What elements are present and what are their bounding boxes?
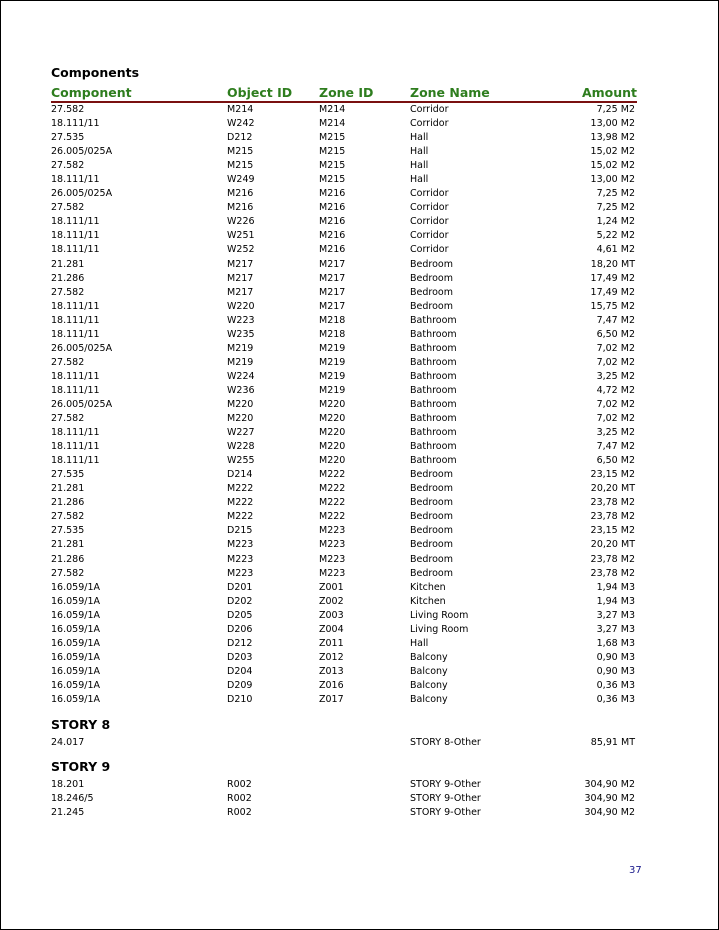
- cell-object-id: M222: [227, 497, 254, 509]
- table-row: [51, 356, 637, 370]
- cell-amount: 0,90 M3: [596, 665, 635, 677]
- section-title-components: Components: [51, 65, 140, 80]
- cell-amount: 23,78 M2: [590, 511, 635, 523]
- cell-zone-name: STORY 9-Other: [410, 779, 481, 790]
- table-row: [51, 679, 637, 693]
- cell-zone-id: M218: [319, 328, 346, 340]
- cell-zone-name: Balcony: [410, 679, 448, 691]
- cell-object-id: D212: [227, 637, 253, 649]
- cell-amount: 15,02 M2: [590, 146, 635, 158]
- cell-zone-name: Kitchen: [410, 595, 446, 607]
- cell-amount: 85,91 MT: [590, 737, 635, 748]
- cell-amount: 23,15 M2: [590, 469, 635, 481]
- cell-zone-name: Bathroom: [410, 314, 457, 326]
- cell-amount: 3,25 M2: [596, 427, 635, 439]
- cell-amount: 304,90 M2: [584, 807, 635, 819]
- cell-component: 27.535: [51, 132, 85, 144]
- cell-component: 27.582: [51, 160, 85, 172]
- cell-amount: 13,00 M2: [590, 118, 635, 130]
- cell-zone-name: Bedroom: [410, 258, 453, 270]
- cell-amount: 7,25 M2: [596, 188, 635, 200]
- cell-zone-id: M217: [319, 300, 346, 312]
- header-component: Component: [51, 85, 132, 100]
- cell-component: 16.059/1A: [51, 637, 100, 649]
- cell-zone-name: Bathroom: [410, 427, 457, 439]
- cell-amount: 0,36 M3: [596, 693, 635, 705]
- cell-object-id: M214: [227, 104, 254, 115]
- table-row: [51, 201, 637, 215]
- cell-component: 21.281: [51, 483, 85, 495]
- cell-zone-id: M214: [319, 104, 346, 115]
- cell-amount: 23,15 M2: [590, 525, 635, 537]
- cell-object-id: W255: [227, 455, 255, 467]
- table-row: [51, 736, 637, 750]
- cell-zone-name: Bedroom: [410, 553, 453, 565]
- cell-object-id: M223: [227, 567, 254, 579]
- table-row: [51, 314, 637, 328]
- cell-zone-name: Bathroom: [410, 384, 457, 396]
- table-row: [51, 665, 637, 679]
- cell-amount: 17,49 M2: [590, 272, 635, 284]
- cell-zone-name: Bathroom: [410, 356, 457, 368]
- cell-amount: 1,94 M3: [596, 595, 635, 607]
- cell-zone-name: Bedroom: [410, 272, 453, 284]
- header-object-id: Object ID: [227, 85, 293, 100]
- cell-object-id: W226: [227, 216, 255, 228]
- cell-component: 16.059/1A: [51, 609, 100, 621]
- cell-component: 18.111/11: [51, 244, 100, 256]
- cell-zone-name: Bedroom: [410, 300, 453, 312]
- cell-zone-name: Hall: [410, 174, 429, 186]
- cell-component: 27.582: [51, 202, 85, 214]
- cell-amount: 0,90 M3: [596, 651, 635, 663]
- cell-zone-id: M214: [319, 118, 346, 130]
- section-title-story-9: STORY 9: [51, 759, 111, 774]
- cell-object-id: D202: [227, 595, 253, 607]
- cell-amount: 7,25 M2: [596, 202, 635, 214]
- cell-zone-id: M215: [319, 132, 346, 144]
- cell-component: 18.111/11: [51, 441, 100, 453]
- cell-object-id: D201: [227, 581, 253, 593]
- cell-amount: 7,25 M2: [596, 104, 635, 115]
- table-row: [51, 215, 637, 229]
- table-row: [51, 792, 637, 806]
- table-row: [51, 258, 637, 272]
- table-row: [51, 524, 637, 538]
- cell-object-id: D209: [227, 679, 253, 691]
- cell-object-id: R002: [227, 779, 252, 790]
- cell-object-id: D203: [227, 651, 253, 663]
- table-row: [51, 342, 637, 356]
- cell-amount: 13,98 M2: [590, 132, 635, 144]
- cell-zone-id: M220: [319, 413, 346, 425]
- cell-object-id: M215: [227, 160, 254, 172]
- cell-component: 27.582: [51, 413, 85, 425]
- cell-zone-id: M216: [319, 216, 346, 228]
- cell-amount: 304,90 M2: [584, 779, 635, 790]
- cell-zone-id: Z004: [319, 623, 344, 635]
- cell-zone-name: Hall: [410, 637, 429, 649]
- cell-component: 27.582: [51, 567, 85, 579]
- cell-object-id: W236: [227, 384, 255, 396]
- cell-zone-id: M218: [319, 314, 346, 326]
- cell-zone-id: M219: [319, 384, 346, 396]
- components-table-body: [51, 103, 637, 707]
- cell-zone-id: Z017: [319, 693, 344, 705]
- cell-object-id: W235: [227, 328, 255, 340]
- cell-amount: 3,25 M2: [596, 370, 635, 382]
- cell-zone-id: Z003: [319, 609, 344, 621]
- table-row: [51, 412, 637, 426]
- story-8-table-body: [51, 736, 637, 750]
- cell-amount: 23,78 M2: [590, 567, 635, 579]
- header-zone-id: Zone ID: [319, 85, 374, 100]
- cell-zone-name: Corridor: [410, 202, 449, 214]
- cell-zone-id: M216: [319, 230, 346, 242]
- cell-zone-id: M220: [319, 398, 346, 410]
- cell-zone-name: Bedroom: [410, 469, 453, 481]
- cell-object-id: W242: [227, 118, 255, 130]
- cell-zone-id: M217: [319, 286, 346, 298]
- cell-component: 21.281: [51, 539, 85, 551]
- cell-amount: 13,00 M2: [590, 174, 635, 186]
- cell-component: 16.059/1A: [51, 623, 100, 635]
- cell-amount: 1,24 M2: [596, 216, 635, 228]
- table-row: [51, 229, 637, 243]
- table-row: [51, 553, 637, 567]
- table-row: [51, 103, 637, 117]
- cell-object-id: D210: [227, 693, 253, 705]
- cell-zone-name: Bathroom: [410, 441, 457, 453]
- table-row: [51, 454, 637, 468]
- cell-zone-id: M217: [319, 258, 346, 270]
- cell-component: 18.111/11: [51, 328, 100, 340]
- cell-amount: 3,27 M3: [596, 609, 635, 621]
- cell-component: 18.111/11: [51, 314, 100, 326]
- cell-zone-name: Corridor: [410, 118, 449, 130]
- cell-zone-id: M223: [319, 553, 346, 565]
- table-row: [51, 623, 637, 637]
- cell-zone-id: M222: [319, 511, 346, 523]
- table-row: [51, 117, 637, 131]
- cell-amount: 7,02 M2: [596, 398, 635, 410]
- cell-amount: 4,61 M2: [596, 244, 635, 256]
- table-header: [51, 85, 637, 103]
- cell-component: 18.111/11: [51, 455, 100, 467]
- table-row: [51, 581, 637, 595]
- table-row: [51, 806, 637, 820]
- cell-zone-id: M219: [319, 356, 346, 368]
- cell-object-id: D214: [227, 469, 253, 481]
- cell-zone-name: Bedroom: [410, 539, 453, 551]
- table-row: [51, 651, 637, 665]
- cell-amount: 3,27 M3: [596, 623, 635, 635]
- table-row: [51, 384, 637, 398]
- table-row: [51, 778, 637, 792]
- cell-zone-name: Bedroom: [410, 483, 453, 495]
- cell-zone-id: Z016: [319, 679, 344, 691]
- cell-amount: 7,02 M2: [596, 342, 635, 354]
- table-row: [51, 468, 637, 482]
- table-row: [51, 398, 637, 412]
- cell-zone-name: Corridor: [410, 188, 449, 200]
- table-row: [51, 243, 637, 257]
- cell-amount: 1,94 M3: [596, 581, 635, 593]
- cell-component: 16.059/1A: [51, 665, 100, 677]
- cell-zone-name: Bedroom: [410, 525, 453, 537]
- cell-amount: 7,02 M2: [596, 413, 635, 425]
- table-row: [51, 145, 637, 159]
- cell-amount: 15,02 M2: [590, 160, 635, 172]
- cell-amount: 20,20 MT: [590, 539, 635, 551]
- table-row: [51, 482, 637, 496]
- table-row: [51, 595, 637, 609]
- cell-component: 18.111/11: [51, 174, 100, 186]
- cell-zone-id: Z013: [319, 665, 344, 677]
- cell-zone-name: STORY 8-Other: [410, 737, 481, 748]
- cell-component: 26.005/025A: [51, 146, 113, 158]
- cell-zone-id: Z011: [319, 637, 344, 649]
- cell-amount: 23,78 M2: [590, 497, 635, 509]
- table-row: [51, 510, 637, 524]
- cell-object-id: R002: [227, 793, 252, 805]
- cell-object-id: R002: [227, 807, 252, 819]
- cell-object-id: M222: [227, 511, 254, 523]
- cell-object-id: M219: [227, 356, 254, 368]
- cell-object-id: M222: [227, 483, 254, 495]
- cell-object-id: M220: [227, 398, 254, 410]
- cell-zone-name: Hall: [410, 146, 429, 158]
- cell-zone-name: Bathroom: [410, 455, 457, 467]
- cell-object-id: W223: [227, 314, 255, 326]
- cell-zone-id: M219: [319, 370, 346, 382]
- cell-component: 26.005/025A: [51, 342, 113, 354]
- table-row: [51, 609, 637, 623]
- cell-component: 21.286: [51, 497, 85, 509]
- cell-zone-name: Bathroom: [410, 342, 457, 354]
- header-zone-name: Zone Name: [410, 85, 490, 100]
- cell-amount: 23,78 M2: [590, 553, 635, 565]
- cell-zone-name: Bathroom: [410, 328, 457, 340]
- cell-zone-name: Balcony: [410, 693, 448, 705]
- table-row: [51, 131, 637, 145]
- cell-object-id: M216: [227, 188, 254, 200]
- table-row: [51, 693, 637, 707]
- cell-component: 27.582: [51, 511, 85, 523]
- cell-component: 16.059/1A: [51, 651, 100, 663]
- table-row: [51, 272, 637, 286]
- cell-zone-name: Hall: [410, 132, 429, 144]
- cell-zone-id: M222: [319, 469, 346, 481]
- cell-component: 18.201: [51, 779, 85, 790]
- cell-object-id: M217: [227, 286, 254, 298]
- cell-amount: 7,02 M2: [596, 356, 635, 368]
- cell-zone-id: M215: [319, 174, 346, 186]
- cell-component: 16.059/1A: [51, 679, 100, 691]
- cell-zone-name: Bedroom: [410, 497, 453, 509]
- cell-component: 21.245: [51, 807, 85, 819]
- cell-object-id: M219: [227, 342, 254, 354]
- cell-component: 27.535: [51, 525, 85, 537]
- cell-zone-id: Z001: [319, 581, 344, 593]
- cell-zone-name: Bedroom: [410, 511, 453, 523]
- cell-zone-name: Bathroom: [410, 413, 457, 425]
- cell-zone-id: M220: [319, 455, 346, 467]
- cell-zone-name: STORY 9-Other: [410, 793, 481, 805]
- cell-zone-name: Bedroom: [410, 567, 453, 579]
- cell-object-id: W252: [227, 244, 255, 256]
- cell-amount: 1,68 M3: [596, 637, 635, 649]
- cell-object-id: W249: [227, 174, 255, 186]
- cell-zone-name: Hall: [410, 160, 429, 172]
- cell-zone-name: Balcony: [410, 665, 448, 677]
- cell-zone-name: Balcony: [410, 651, 448, 663]
- cell-object-id: D212: [227, 132, 253, 144]
- cell-object-id: D206: [227, 623, 253, 635]
- cell-zone-name: Kitchen: [410, 581, 446, 593]
- cell-object-id: M217: [227, 258, 254, 270]
- cell-zone-name: Corridor: [410, 104, 449, 115]
- story-9-table-body: [51, 778, 637, 820]
- cell-amount: 6,50 M2: [596, 455, 635, 467]
- table-row: [51, 370, 637, 384]
- cell-object-id: M220: [227, 413, 254, 425]
- cell-zone-name: Corridor: [410, 230, 449, 242]
- cell-component: 16.059/1A: [51, 581, 100, 593]
- cell-amount: 15,75 M2: [590, 300, 635, 312]
- cell-object-id: W228: [227, 441, 255, 453]
- cell-object-id: D215: [227, 525, 253, 537]
- cell-amount: 17,49 M2: [590, 286, 635, 298]
- cell-zone-name: Living Room: [410, 623, 469, 635]
- section-title-story-8: STORY 8: [51, 717, 111, 732]
- cell-zone-id: Z012: [319, 651, 344, 663]
- cell-amount: 18,20 MT: [590, 258, 635, 270]
- table-row: [51, 440, 637, 454]
- cell-object-id: D205: [227, 609, 253, 621]
- cell-object-id: M223: [227, 539, 254, 551]
- cell-zone-id: M216: [319, 244, 346, 256]
- cell-zone-name: Bedroom: [410, 286, 453, 298]
- cell-amount: 6,50 M2: [596, 328, 635, 340]
- cell-component: 18.111/11: [51, 384, 100, 396]
- cell-zone-id: M215: [319, 160, 346, 172]
- cell-amount: 5,22 M2: [596, 230, 635, 242]
- cell-component: 18.246/5: [51, 793, 94, 805]
- table-row: [51, 159, 637, 173]
- cell-component: 27.582: [51, 286, 85, 298]
- cell-zone-id: M222: [319, 497, 346, 509]
- cell-zone-name: Living Room: [410, 609, 469, 621]
- cell-component: 18.111/11: [51, 427, 100, 439]
- cell-zone-id: M215: [319, 146, 346, 158]
- cell-component: 16.059/1A: [51, 693, 100, 705]
- cell-zone-name: Corridor: [410, 244, 449, 256]
- cell-component: 18.111/11: [51, 118, 100, 130]
- table-row: [51, 187, 637, 201]
- cell-zone-id: M216: [319, 202, 346, 214]
- cell-component: 27.582: [51, 356, 85, 368]
- cell-zone-name: Bathroom: [410, 370, 457, 382]
- page-number: 37: [629, 865, 642, 876]
- cell-component: 18.111/11: [51, 370, 100, 382]
- table-row: [51, 426, 637, 440]
- table-row: [51, 328, 637, 342]
- table-row: [51, 538, 637, 552]
- cell-amount: 7,47 M2: [596, 441, 635, 453]
- cell-zone-id: M223: [319, 567, 346, 579]
- cell-zone-id: M220: [319, 441, 346, 453]
- cell-component: 21.286: [51, 272, 85, 284]
- table-row: [51, 173, 637, 187]
- cell-component: 18.111/11: [51, 230, 100, 242]
- table-row: [51, 496, 637, 510]
- cell-component: 21.281: [51, 258, 85, 270]
- cell-zone-id: M217: [319, 272, 346, 284]
- cell-zone-id: M220: [319, 427, 346, 439]
- cell-zone-name: Corridor: [410, 216, 449, 228]
- cell-object-id: M223: [227, 553, 254, 565]
- cell-component: 27.582: [51, 104, 85, 115]
- cell-component: 21.286: [51, 553, 85, 565]
- cell-object-id: M216: [227, 202, 254, 214]
- cell-object-id: W251: [227, 230, 255, 242]
- table-row: [51, 637, 637, 651]
- cell-object-id: W227: [227, 427, 255, 439]
- cell-amount: 4,72 M2: [596, 384, 635, 396]
- cell-amount: 304,90 M2: [584, 793, 635, 805]
- cell-component: 16.059/1A: [51, 595, 100, 607]
- cell-component: 27.535: [51, 469, 85, 481]
- cell-object-id: W220: [227, 300, 255, 312]
- cell-object-id: M215: [227, 146, 254, 158]
- cell-zone-id: M219: [319, 342, 346, 354]
- cell-object-id: D204: [227, 665, 253, 677]
- cell-zone-id: M216: [319, 188, 346, 200]
- cell-object-id: W224: [227, 370, 255, 382]
- header-amount: Amount: [581, 85, 637, 100]
- table-row: [51, 300, 637, 314]
- cell-component: 18.111/11: [51, 300, 100, 312]
- cell-component: 24.017: [51, 737, 85, 748]
- cell-amount: 7,47 M2: [596, 314, 635, 326]
- cell-zone-id: Z002: [319, 595, 344, 607]
- cell-amount: 0,36 M3: [596, 679, 635, 691]
- cell-component: 26.005/025A: [51, 398, 113, 410]
- cell-amount: 20,20 MT: [590, 483, 635, 495]
- cell-zone-id: M223: [319, 525, 346, 537]
- cell-component: 18.111/11: [51, 216, 100, 228]
- cell-zone-id: M222: [319, 483, 346, 495]
- cell-zone-name: Bathroom: [410, 398, 457, 410]
- table-row: [51, 567, 637, 581]
- table-row: [51, 286, 637, 300]
- cell-zone-id: M223: [319, 539, 346, 551]
- cell-component: 26.005/025A: [51, 188, 113, 200]
- cell-object-id: M217: [227, 272, 254, 284]
- cell-zone-name: STORY 9-Other: [410, 807, 481, 819]
